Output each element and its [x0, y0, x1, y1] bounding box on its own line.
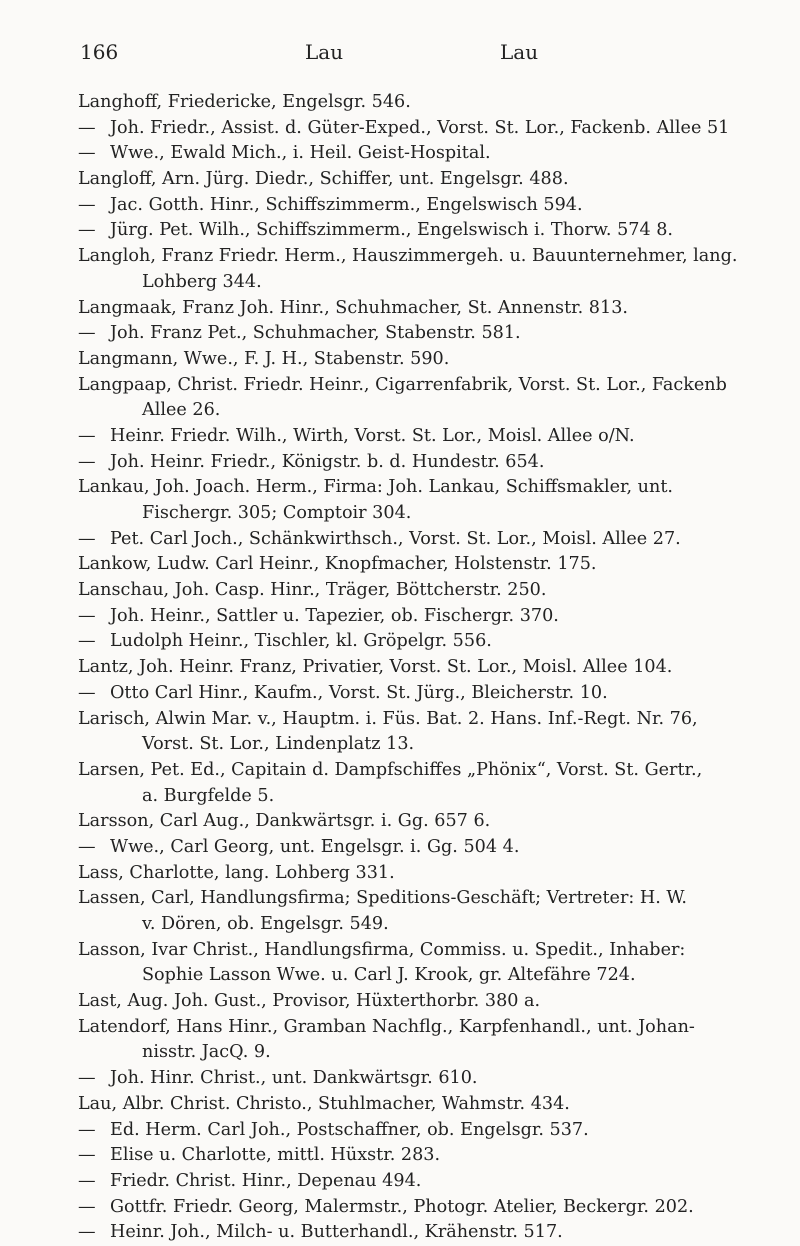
- directory-entry: [0, 681, 800, 707]
- directory-entry: [0, 938, 800, 989]
- directory-entry: [0, 1195, 800, 1221]
- directory-entry: [0, 1066, 800, 1092]
- directory-entry: [0, 655, 800, 681]
- entry-continuation-line: Lohberg 344.: [142, 271, 262, 292]
- directory-entry: [0, 296, 800, 322]
- directory-entry: [0, 1220, 800, 1246]
- running-head-left: Lau: [305, 40, 344, 64]
- entry-continuation-line: Fischergr. 305; Comptoir 304.: [142, 503, 412, 523]
- ditto-dash: —: [78, 1170, 96, 1191]
- entry-line: Otto Carl Hinr., Kaufm., Vorst. St. Jürg., Bleicherstr. 10.: [110, 682, 608, 703]
- directory-entry: [0, 629, 800, 655]
- directory-entry: [0, 1118, 800, 1144]
- ditto-dash: —: [78, 631, 96, 652]
- entry-line: Wwe., Carl Georg, unt. Engelsgr. i. Gg. 504 4.: [110, 836, 520, 857]
- ditto-dash: —: [78, 323, 96, 344]
- directory-entry: [0, 321, 800, 347]
- ditto-dash: —: [78, 1119, 96, 1140]
- entry-line: Joh. Friedr., Assist. d. Güter-Exped., Vorst. St. Lor., Fackenb. Allee 51: [110, 117, 730, 138]
- directory-entries: [0, 90, 800, 1246]
- ditto-dash: —: [78, 836, 96, 857]
- directory-entry: [0, 552, 800, 578]
- entry-line: Joh. Heinr. Friedr., Königstr. b. d. Hundestr. 654.: [110, 451, 545, 472]
- entry-line: Wwe., Ewald Mich., i. Heil. Geist-Hospital.: [110, 143, 491, 164]
- entry-line: Lasson, Ivar Christ., Handlungsfirma, Commiss. u. Spedit., Inhaber:: [78, 939, 686, 960]
- directory-entry: [0, 193, 800, 219]
- ditto-dash: —: [78, 1145, 96, 1166]
- entry-line: Ludolph Heinr., Tischler, kl. Gröpelgr. 556.: [110, 631, 492, 652]
- entry-line: Langloff, Arn. Jürg. Diedr., Schiffer, unt. Engelsgr. 488.: [78, 169, 569, 190]
- directory-entry: [0, 373, 800, 424]
- ditto-dash: —: [78, 1222, 96, 1243]
- entry-line: Larisch, Alwin Mar. v., Hauptm. i. Füs. Bat. 2. Hans. Inf.-Regt. Nr. 76,: [78, 708, 698, 729]
- entry-line: Joh. Hinr. Christ., unt. Dankwärtsgr. 610.: [110, 1068, 478, 1089]
- entry-line: Joh. Heinr., Sattler u. Tapezier, ob. Fischergr. 370.: [110, 605, 559, 626]
- entry-line: Lass, Charlotte, lang. Lohberg 331.: [78, 862, 395, 883]
- directory-entry: [0, 167, 800, 193]
- entry-line: Lassen, Carl, Handlungsfirma; Speditions-Geschäft; Vertreter: H. W.: [78, 888, 688, 909]
- directory-entry: [0, 861, 800, 887]
- ditto-dash: —: [78, 451, 96, 472]
- entry-continuation-line: v. Dören, ob. Engelsgr. 549.: [142, 914, 389, 934]
- ditto-dash: —: [78, 220, 96, 241]
- entry-continuation-line: Allee 26.: [142, 400, 221, 421]
- directory-entry: [0, 218, 800, 244]
- entry-line: Langhoff, Friedericke, Engelsgr. 546.: [78, 92, 411, 112]
- directory-entry: [0, 475, 800, 526]
- page-number: 166: [80, 40, 119, 64]
- ditto-dash: —: [78, 682, 96, 703]
- directory-entry: [0, 578, 800, 604]
- directory-entry: [0, 604, 800, 630]
- directory-entry: [0, 835, 800, 861]
- entry-line: Friedr. Christ. Hinr., Depenau 494.: [110, 1170, 422, 1191]
- entry-line: Langmann, Wwe., F. J. H., Stabenstr. 590.: [78, 348, 450, 369]
- ditto-dash: —: [78, 425, 96, 446]
- running-head-right: Lau: [500, 40, 539, 64]
- entry-continuation-line: a. Burgfelde 5.: [142, 785, 275, 806]
- ditto-dash: —: [78, 1196, 96, 1217]
- entry-line: Gottfr. Friedr. Georg, Malermstr., Photogr. Atelier, Beckergr. 202.: [110, 1196, 694, 1217]
- entry-line: Lankow, Ludw. Carl Heinr., Knopfmacher, Holstenstr. 175.: [78, 554, 597, 575]
- ditto-dash: —: [78, 528, 96, 549]
- directory-entry: [0, 809, 800, 835]
- entry-line: Lau, Albr. Christ. Christo., Stuhlmacher, Wahmstr. 434.: [78, 1093, 570, 1114]
- entry-line: Lankau, Joh. Joach. Herm., Firma: Joh. Lankau, Schiffsmakler, unt.: [78, 477, 673, 498]
- ditto-dash: —: [78, 605, 96, 626]
- entry-line: Last, Aug. Joh. Gust., Provisor, Hüxterthorbr. 380 a.: [78, 991, 541, 1012]
- entry-line: Larsen, Pet. Ed., Capitain d. Dampfschiffes „Phönix“, Vorst. St. Gertr.,: [78, 759, 703, 780]
- entry-line: Ed. Herm. Carl Joh., Postschaffner, ob. Engelsgr. 537.: [110, 1119, 589, 1140]
- entry-line: Heinr. Joh., Milch- u. Butterhandl., Krähenstr. 517.: [110, 1222, 563, 1243]
- entry-line: Lanschau, Joh. Casp. Hinr., Träger, Böttcherstr. 250.: [78, 580, 547, 601]
- directory-entry: [0, 450, 800, 476]
- entry-line: Jürg. Pet. Wilh., Schiffszimmerm., Engelswisch i. Thorw. 574 8.: [110, 220, 674, 241]
- directory-entry: [0, 989, 800, 1015]
- entry-line: Elise u. Charlotte, mittl. Hüxstr. 283.: [110, 1145, 441, 1166]
- entry-line: Pet. Carl Joch., Schänkwirthsch., Vorst. St. Lor., Moisl. Allee 27.: [110, 528, 681, 549]
- directory-entry: [0, 90, 800, 116]
- page-header: [0, 40, 800, 70]
- ditto-dash: —: [78, 194, 96, 215]
- entry-continuation-line: Sophie Lasson Wwe. u. Carl J. Krook, gr. Altefähre 724.: [142, 965, 636, 986]
- entry-line: Lantz, Joh. Heinr. Franz, Privatier, Vorst. St. Lor., Moisl. Allee 104.: [78, 657, 673, 678]
- entry-continuation-line: nisstr. JacQ. 9.: [142, 1042, 271, 1063]
- directory-entry: [0, 1015, 800, 1066]
- ditto-dash: —: [78, 143, 96, 164]
- entry-line: Larsson, Carl Aug., Dankwärtsgr. i. Gg. 657 6.: [78, 811, 491, 832]
- entry-line: Langpaap, Christ. Friedr. Heinr., Cigarrenfabrik, Vorst. St. Lor., Fackenb: [78, 374, 727, 395]
- entry-line: Langmaak, Franz Joh. Hinr., Schuhmacher, St. Annenstr. 813.: [78, 297, 628, 318]
- directory-entry: [0, 116, 800, 142]
- directory-entry: [0, 527, 800, 553]
- directory-entry: [0, 707, 800, 758]
- entry-continuation-line: Vorst. St. Lor., Lindenplatz 13.: [142, 734, 415, 755]
- directory-entry: [0, 347, 800, 373]
- directory-entry: [0, 1092, 800, 1118]
- directory-entry: [0, 886, 800, 937]
- entry-line: Joh. Franz Pet., Schuhmacher, Stabenstr. 581.: [110, 323, 521, 344]
- entry-line: Latendorf, Hans Hinr., Gramban Nachflg., Karpfenhandl., unt. Johan-: [78, 1016, 695, 1037]
- entry-line: Jac. Gotth. Hinr., Schiffszimmerm., Engelswisch 594.: [110, 194, 583, 215]
- directory-entry: [0, 758, 800, 809]
- directory-entry: [0, 424, 800, 450]
- entry-line: Langloh, Franz Friedr. Herm., Hauszimmergeh. u. Bauunternehmer, lang.: [78, 246, 738, 267]
- directory-entry: [0, 141, 800, 167]
- directory-entry: [0, 244, 800, 295]
- ditto-dash: —: [78, 1068, 96, 1089]
- entry-line: Heinr. Friedr. Wilh., Wirth, Vorst. St. Lor., Moisl. Allee o/N.: [110, 425, 635, 446]
- directory-entry: [0, 1143, 800, 1169]
- ditto-dash: —: [78, 117, 96, 138]
- directory-entry: [0, 1169, 800, 1195]
